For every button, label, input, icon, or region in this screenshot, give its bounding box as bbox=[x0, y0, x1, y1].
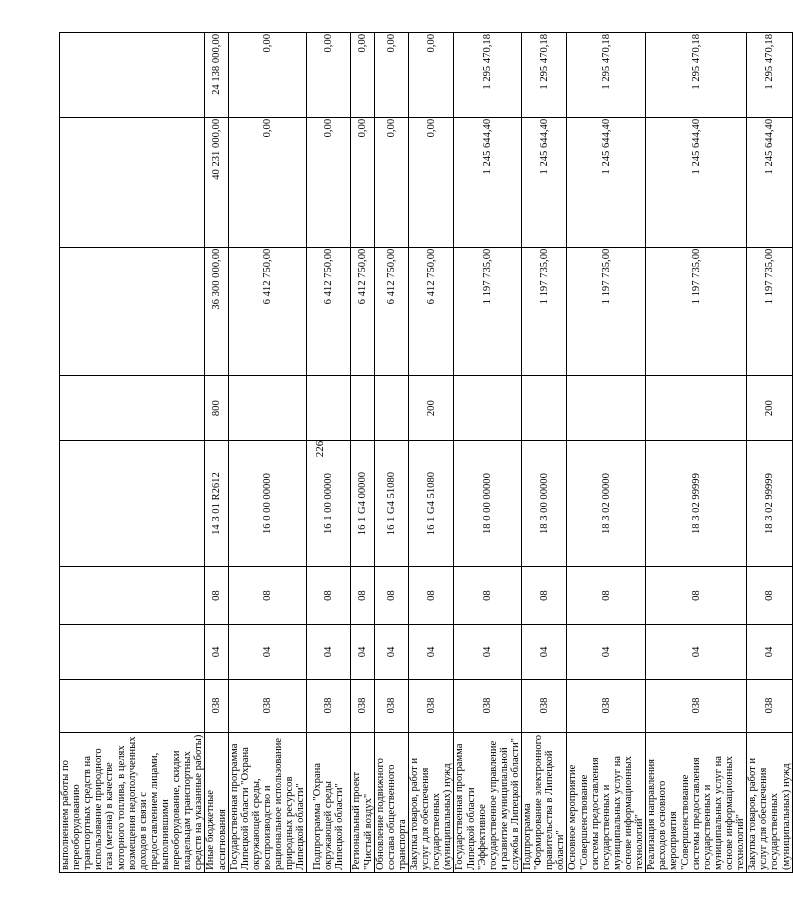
row-name-cell: выполнением работы по переоборудованию транспортных средств на использование природного газа (метана) в качестве моторного топлива, в целях возмещения недополученных доходов в связи с предоставлением лицами, выполнившими переоборудование, скидки владельцам транспортных средств на указанные работы) bbox=[60, 732, 205, 872]
rz-code-cell: 04 bbox=[374, 625, 408, 679]
target-article-cell: 14 3 01 R2612 bbox=[205, 441, 228, 567]
budget-table-container bbox=[59, 32, 792, 873]
gr-code-cell: 038 bbox=[408, 679, 453, 732]
expense-type-cell bbox=[646, 376, 747, 441]
page-number: 226 bbox=[314, 440, 326, 458]
table-row bbox=[374, 33, 408, 873]
gr-code-cell: 038 bbox=[205, 679, 228, 732]
amount-year1-cell: 1 197 735,00 bbox=[522, 247, 567, 376]
amount-year3-cell: 1 295 470,18 bbox=[567, 33, 646, 118]
amount-year2-cell: 1 245 644,40 bbox=[567, 117, 646, 247]
amount-year3-cell: 0,00 bbox=[351, 33, 374, 118]
rz-code-cell: 04 bbox=[646, 625, 747, 679]
table-row bbox=[351, 33, 374, 873]
amount-year2-cell: 40 231 000,00 bbox=[205, 117, 228, 247]
target-article-cell: 16 0 00 00000 bbox=[228, 441, 307, 567]
row-name-cell: Иные бюджетные ассигнования bbox=[205, 732, 228, 872]
gr-code-cell: 038 bbox=[228, 679, 307, 732]
amount-year3-cell: 1 295 470,18 bbox=[646, 33, 747, 118]
table-row bbox=[205, 33, 228, 873]
row-name-cell: Закупка товаров, работ и услуг для обеспечения государственных (муниципальных) нужд bbox=[747, 732, 792, 872]
gr-code-cell: 038 bbox=[307, 679, 351, 732]
target-article-cell: 16 1 G4 00000 bbox=[351, 441, 374, 567]
table-body bbox=[60, 33, 793, 873]
amount-year3-cell: 1 295 470,18 bbox=[522, 33, 567, 118]
target-article-cell bbox=[60, 441, 205, 567]
amount-year1-cell: 6 412 750,00 bbox=[228, 247, 307, 376]
rz-code-cell bbox=[60, 625, 205, 679]
row-name-cell: Региональный проект "Чистый воздух" bbox=[351, 732, 374, 872]
row-name-cell: Основное мероприятие "Совершенствование системы предоставления государственных и муниципальных услуг на основе информационных технологий" bbox=[567, 732, 646, 872]
amount-year1-cell: 6 412 750,00 bbox=[408, 247, 453, 376]
row-name-cell: Государственная программа Липецкой области "Охрана окружающей среды, воспроизводство и рациональное использование природных ресурсов Липецкой области" bbox=[228, 732, 307, 872]
rz-code-cell: 04 bbox=[408, 625, 453, 679]
table-row bbox=[646, 33, 747, 873]
gr-code-cell: 038 bbox=[522, 679, 567, 732]
row-name-cell: Закупка товаров, работ и услуг для обеспечения государственных (муниципальных) нужд bbox=[408, 732, 453, 872]
target-article-cell: 16 1 G4 51080 bbox=[374, 441, 408, 567]
expense-type-cell bbox=[60, 376, 205, 441]
gr-code-cell: 038 bbox=[567, 679, 646, 732]
rz-code-cell: 04 bbox=[351, 625, 374, 679]
amount-year2-cell bbox=[60, 117, 205, 247]
expense-type-cell: 800 bbox=[205, 376, 228, 441]
amount-year2-cell: 0,00 bbox=[307, 117, 351, 247]
amount-year3-cell bbox=[60, 33, 205, 118]
rz-code-cell: 04 bbox=[307, 625, 351, 679]
amount-year2-cell: 0,00 bbox=[408, 117, 453, 247]
pr-code-cell: 08 bbox=[228, 566, 307, 624]
target-article-cell: 18 3 02 99999 bbox=[646, 441, 747, 567]
amount-year3-cell: 1 295 470,18 bbox=[454, 33, 522, 118]
pr-code-cell: 08 bbox=[567, 566, 646, 624]
gr-code-cell: 038 bbox=[747, 679, 792, 732]
gr-code-cell: 038 bbox=[646, 679, 747, 732]
amount-year2-cell: 1 245 644,40 bbox=[454, 117, 522, 247]
amount-year1-cell: 6 412 750,00 bbox=[374, 247, 408, 376]
rz-code-cell: 04 bbox=[228, 625, 307, 679]
target-article-cell: 18 3 00 00000 bbox=[522, 441, 567, 567]
gr-code-cell: 038 bbox=[454, 679, 522, 732]
pr-code-cell bbox=[60, 566, 205, 624]
amount-year2-cell: 0,00 bbox=[228, 117, 307, 247]
pr-code-cell: 08 bbox=[454, 566, 522, 624]
gr-code-cell: 038 bbox=[351, 679, 374, 732]
table-row bbox=[228, 33, 307, 873]
amount-year1-cell: 1 197 735,00 bbox=[747, 247, 792, 376]
pr-code-cell: 08 bbox=[522, 566, 567, 624]
table-row bbox=[408, 33, 453, 873]
pr-code-cell: 08 bbox=[408, 566, 453, 624]
amount-year3-cell: 1 295 470,18 bbox=[747, 33, 792, 118]
table-row bbox=[307, 33, 351, 873]
pr-code-cell: 08 bbox=[307, 566, 351, 624]
target-article-cell: 16 1 00 00000 bbox=[307, 441, 351, 567]
amount-year1-cell: 6 412 750,00 bbox=[307, 247, 351, 376]
amount-year1-cell: 1 197 735,00 bbox=[454, 247, 522, 376]
pr-code-cell: 08 bbox=[747, 566, 792, 624]
rz-code-cell: 04 bbox=[522, 625, 567, 679]
amount-year1-cell: 1 197 735,00 bbox=[646, 247, 747, 376]
expense-type-cell bbox=[228, 376, 307, 441]
target-article-cell: 18 3 02 99999 bbox=[747, 441, 792, 567]
expense-type-cell: 200 bbox=[408, 376, 453, 441]
amount-year3-cell: 0,00 bbox=[307, 33, 351, 118]
rz-code-cell: 04 bbox=[747, 625, 792, 679]
expense-type-cell bbox=[307, 376, 351, 441]
gr-code-cell: 038 bbox=[374, 679, 408, 732]
pr-code-cell: 08 bbox=[351, 566, 374, 624]
target-article-cell: 18 0 00 00000 bbox=[454, 441, 522, 567]
table-row bbox=[60, 33, 205, 873]
row-name-cell: Подпрограмма "Формирование электронного правительства в Липецкой области" bbox=[522, 732, 567, 872]
expense-type-cell bbox=[522, 376, 567, 441]
table-row bbox=[567, 33, 646, 873]
rz-code-cell: 04 bbox=[567, 625, 646, 679]
rz-code-cell: 04 bbox=[454, 625, 522, 679]
pr-code-cell: 08 bbox=[374, 566, 408, 624]
table-row bbox=[747, 33, 792, 873]
table-row bbox=[522, 33, 567, 873]
expense-type-cell bbox=[374, 376, 408, 441]
gr-code-cell bbox=[60, 679, 205, 732]
pr-code-cell: 08 bbox=[205, 566, 228, 624]
amount-year2-cell: 0,00 bbox=[374, 117, 408, 247]
amount-year1-cell bbox=[60, 247, 205, 376]
target-article-cell: 18 3 02 00000 bbox=[567, 441, 646, 567]
amount-year3-cell: 0,00 bbox=[228, 33, 307, 118]
amount-year3-cell: 0,00 bbox=[408, 33, 453, 118]
amount-year2-cell: 1 245 644,40 bbox=[522, 117, 567, 247]
expense-type-cell: 200 bbox=[747, 376, 792, 441]
rz-code-cell: 04 bbox=[205, 625, 228, 679]
expense-type-cell bbox=[567, 376, 646, 441]
amount-year2-cell: 0,00 bbox=[351, 117, 374, 247]
amount-year3-cell: 0,00 bbox=[374, 33, 408, 118]
expense-type-cell bbox=[454, 376, 522, 441]
amount-year1-cell: 36 300 000,00 bbox=[205, 247, 228, 376]
amount-year2-cell: 1 245 644,40 bbox=[646, 117, 747, 247]
budget-table bbox=[59, 32, 793, 873]
pr-code-cell: 08 bbox=[646, 566, 747, 624]
amount-year1-cell: 1 197 735,00 bbox=[567, 247, 646, 376]
amount-year1-cell: 6 412 750,00 bbox=[351, 247, 374, 376]
row-name-cell: Реализация направления расходов основного мероприятия "Совершенствование системы предоставления государственных и муниципальных услуг на основе информационных технологий" bbox=[646, 732, 747, 872]
target-article-cell: 16 1 G4 51080 bbox=[408, 441, 453, 567]
row-name-cell: Обновление подвижного состава общественного транспорта bbox=[374, 732, 408, 872]
amount-year2-cell: 1 245 644,40 bbox=[747, 117, 792, 247]
amount-year3-cell: 24 138 000,00 bbox=[205, 33, 228, 118]
row-name-cell: Государственная программа Липецкой области "Эффективное государственное управление и развитие муниципальной службы в Липецкой области" bbox=[454, 732, 522, 872]
row-name-cell: Подпрограмма "Охрана окружающей среды Липецкой области" bbox=[307, 732, 351, 872]
table-row bbox=[454, 33, 522, 873]
expense-type-cell bbox=[351, 376, 374, 441]
